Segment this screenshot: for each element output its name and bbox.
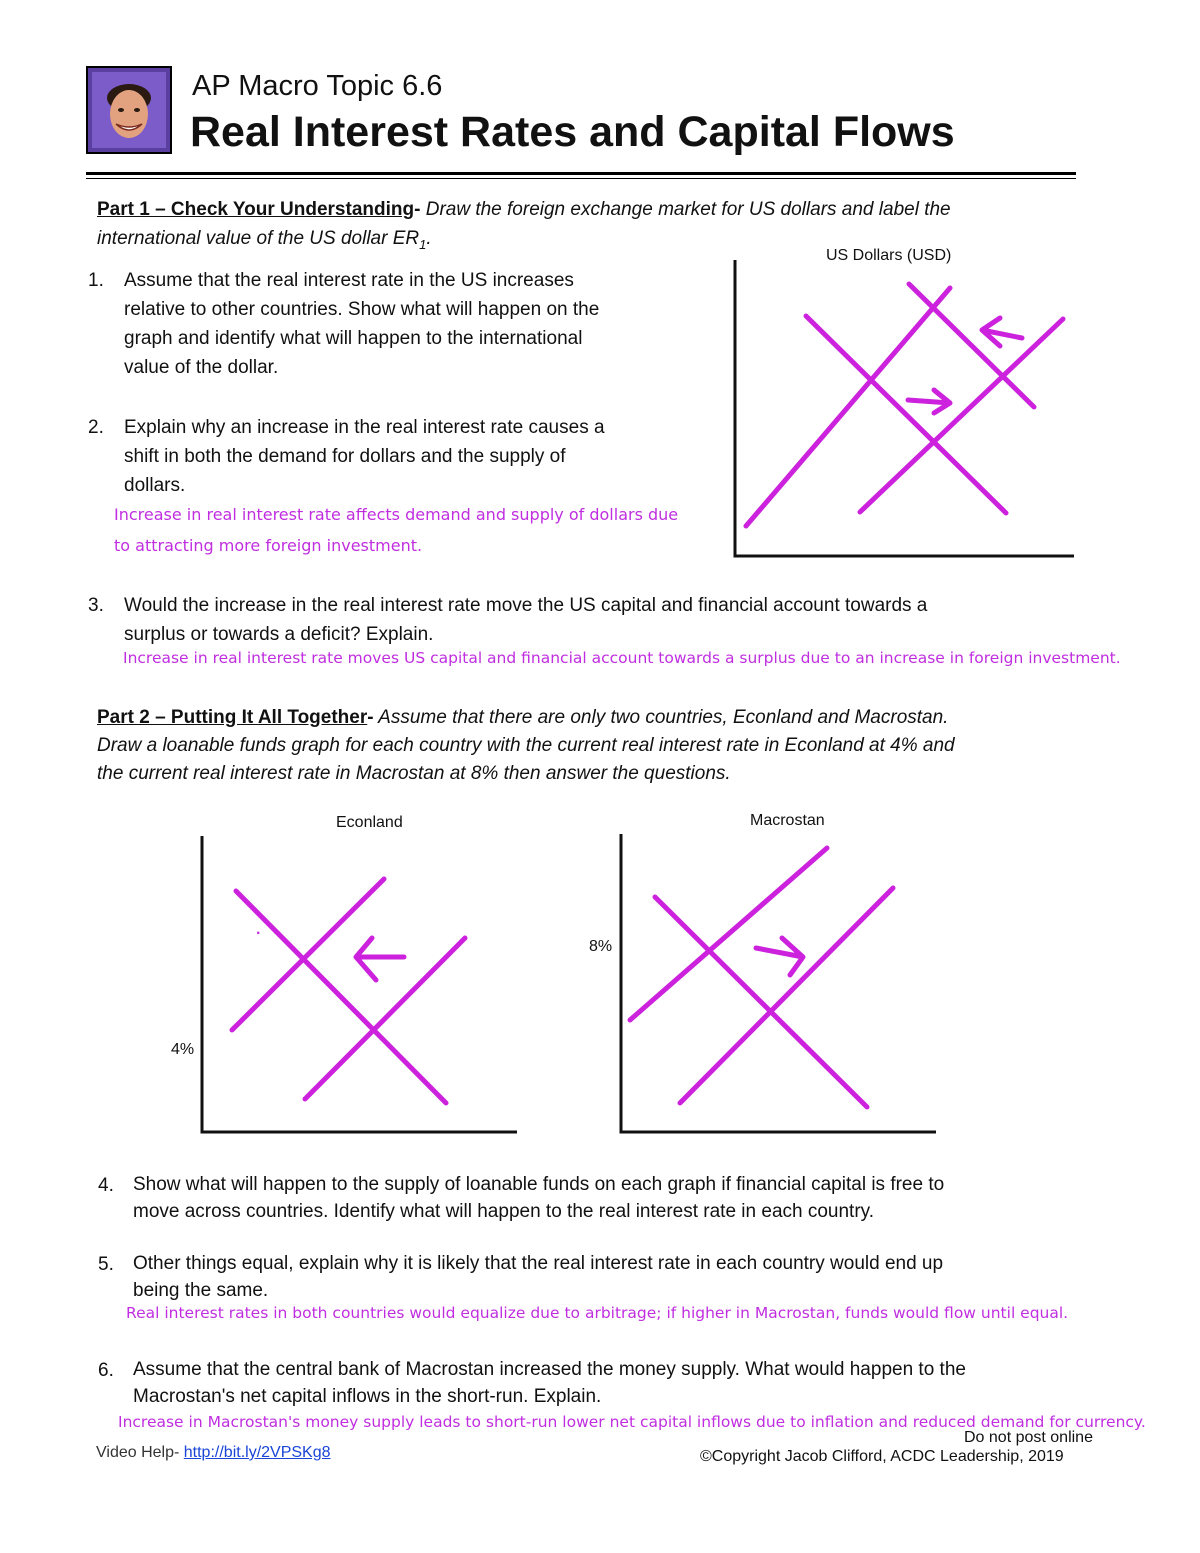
usd-demand-curve xyxy=(806,316,1006,513)
part1-instruction-2: international value of the US dollar ER xyxy=(97,228,420,249)
econland-arrow-left xyxy=(356,938,404,980)
q3-line: surplus or towards a deficit? Explain. xyxy=(124,624,434,645)
econland-supply-shifted-curve xyxy=(305,938,465,1099)
q1-text xyxy=(124,266,599,382)
econland-stray-mark: · xyxy=(256,925,262,942)
part2-heading: Part 2 – Putting It All Together xyxy=(97,707,368,728)
q3-text xyxy=(124,591,927,649)
macrostan-supply-shifted-curve xyxy=(680,888,893,1103)
part2-intro-line: Draw a loanable funds graph for each country with the current real interest rate in Econland at 4% and xyxy=(97,735,955,756)
usd-graph-label: US Dollars (USD) xyxy=(826,247,952,264)
q2-answer-line-1: Increase in real interest rate affects demand and supply of dollars due xyxy=(114,505,679,524)
macrostan-rate-label: 8% xyxy=(589,938,613,955)
part2-dash: - xyxy=(367,707,374,728)
part2-intro-line: Assume that there are only two countries, Econland and Macrostan. xyxy=(373,707,949,728)
part1-dash: - xyxy=(414,199,421,220)
do-not-post-notice: Do not post online xyxy=(964,1429,1093,1446)
q4-number: 4. xyxy=(98,1175,114,1196)
usd-demand-shifted-curve xyxy=(909,284,1034,407)
author-photo-image xyxy=(88,68,170,152)
econland-graph-label: Econland xyxy=(336,814,403,831)
q6-line: Assume that the central bank of Macrostan increased the money supply. What would happen to the xyxy=(133,1359,966,1380)
q1-line: graph and identify what will happen to the international xyxy=(124,328,583,349)
q6-line: Macrostan's net capital inflows in the short-run. Explain. xyxy=(133,1386,602,1407)
part2-intro-line: the current real interest rate in Macrostan at 8% then answer the questions. xyxy=(97,763,731,784)
header-divider xyxy=(86,172,1076,175)
q2-line: shift in both the demand for dollars and the supply of xyxy=(124,446,566,467)
q2-line: dollars. xyxy=(124,475,186,496)
copyright-notice: ©Copyright Jacob Clifford, ACDC Leadership, 2019 xyxy=(700,1448,1064,1465)
video-help-link[interactable]: http://bit.ly/2VPSKg8 xyxy=(183,1444,331,1461)
q6-number: 6. xyxy=(98,1360,114,1381)
q2-text xyxy=(124,413,605,500)
part1-heading: Part 1 – Check Your Understanding xyxy=(97,199,415,220)
q4-text xyxy=(133,1171,944,1225)
q6-text xyxy=(133,1356,966,1410)
part2-intro xyxy=(97,704,1107,788)
econland-demand-curve xyxy=(236,891,446,1103)
macrostan-demand-curve xyxy=(655,897,867,1107)
usd-arrow-left xyxy=(982,318,1022,346)
q6-answer: Increase in Macrostan's money supply leads to short-run lower net capital inflows due to inflation and reduced demand for currency. xyxy=(118,1413,1146,1431)
q5-number: 5. xyxy=(98,1254,114,1275)
econland-rate-label: 4% xyxy=(171,1041,195,1058)
video-help-label: Video Help- xyxy=(96,1444,184,1461)
part1-period: . xyxy=(426,228,432,249)
header-divider-thin xyxy=(86,178,1076,179)
macrostan-graph-label: Macrostan xyxy=(750,812,825,829)
usd-arrow-right xyxy=(908,390,950,413)
q5-answer: Real interest rates in both countries would equalize due to arbitrage; if higher in Macrostan, funds would flow until equal. xyxy=(126,1304,1069,1322)
q1-line: value of the dollar. xyxy=(124,357,279,378)
q5-line: Other things equal, explain why it is likely that the real interest rate in each country would end up xyxy=(133,1253,944,1274)
macrostan-supply-curve xyxy=(630,848,827,1020)
q1-line: Assume that the real interest rate in the US increases xyxy=(124,270,574,291)
q3-line: Would the increase in the real interest rate move the US capital and financial account towards a xyxy=(124,595,928,616)
usd-supply-curve xyxy=(746,288,950,526)
q3-number: 3. xyxy=(88,595,104,616)
er-subscript: 1 xyxy=(419,236,427,252)
page-subtitle: AP Macro Topic 6.6 xyxy=(192,70,443,102)
page-title: Real Interest Rates and Capital Flows xyxy=(190,108,955,156)
usd-graph-axes xyxy=(735,260,1074,556)
q4-line: Show what will happen to the supply of loanable funds on each graph if financial capital is free to xyxy=(133,1174,945,1195)
q2-answer-line-2: to attracting more foreign investment. xyxy=(114,536,423,555)
q5-line: being the same. xyxy=(133,1280,269,1301)
video-help xyxy=(96,1444,331,1462)
author-photo xyxy=(86,66,172,154)
econland-supply-curve xyxy=(232,879,384,1030)
q5-text xyxy=(133,1250,943,1304)
part1-instruction: Draw the foreign exchange market for US dollars and label the xyxy=(420,199,951,220)
q2-line: Explain why an increase in the real interest rate causes a xyxy=(124,417,605,438)
q2-number: 2. xyxy=(88,417,104,438)
q1-line: relative to other countries. Show what will happen on the xyxy=(124,299,600,320)
usd-supply-shifted-curve xyxy=(860,319,1063,512)
q1-number: 1. xyxy=(88,270,104,291)
macrostan-graph-axes xyxy=(621,834,936,1132)
q3-answer: Increase in real interest rate moves US capital and financial account towards a surplus due to an increase in foreign investment. xyxy=(123,649,1121,667)
macrostan-arrow-right xyxy=(756,938,803,975)
q4-line: move across countries. Identify what will happen to the real interest rate in each country. xyxy=(133,1201,875,1222)
econland-graph-axes xyxy=(202,836,517,1132)
